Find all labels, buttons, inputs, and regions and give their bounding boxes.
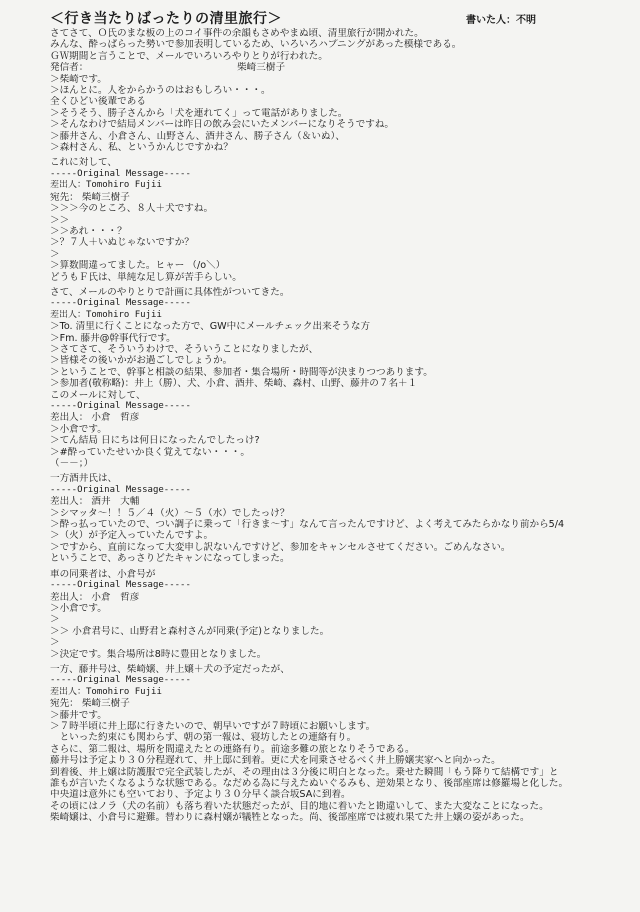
text-line: 柴崎嬢は、小倉号に避難。替わりに森村嬢が犠牲となった。尚、後部座席では疲れ果てた井上嬢の姿があった。	[50, 812, 530, 824]
text-line: ＧＷ期間と言うことで、メールでいろいろやりとりが行われた。	[50, 50, 328, 62]
text-line: -----Original Message-----	[50, 580, 191, 591]
text-line: といった約束にも関わらず、朝の第一報は、寝坊したとの連絡有り。	[50, 732, 357, 744]
text-line: どうもＦ氏は、単純な足し算が苦手らしい。	[50, 271, 242, 283]
text-line: 差出人： 小倉 哲彦	[50, 412, 140, 424]
text-line: これに対して、	[50, 157, 117, 169]
text-line: 差出人：Tomohiro Fujii	[50, 309, 162, 320]
text-line: 到着後、井上嬢は防護服で完全武装したが、その理由は３分後に明白となった。乗せた瞬間「もう降りて結構です」と	[50, 766, 559, 778]
text-line: 車の同乗者は、小倉号が	[50, 568, 156, 580]
text-line: ＞てん結局 日にちは何日になったんでしたっけ?	[50, 435, 260, 447]
text-line: 全くひどい後輩である	[50, 96, 146, 108]
text-line: 差出人：Tomohiro Fujii	[50, 686, 162, 697]
text-line: その頃にはノラ（犬の名前）も落ち着いた状態だったが、目的地に着いたと勘違いして、また大変なことになった。	[50, 800, 549, 812]
text-line: -----Original Message-----	[50, 484, 191, 495]
text-line: ＞柴崎です。	[50, 73, 107, 85]
text-line: -----Original Message-----	[50, 675, 191, 686]
text-line: みんな、酔っぱらった勢いで参加表明しているため、いろいろハプニングがあった模様である。	[50, 39, 462, 51]
text-line: 誰もが言いたくなるような状態である。なだめる為に与えたぬいぐるみも、逆効果となり、後部座席は修羅場と化した。	[50, 778, 569, 789]
text-line: 一方酒井氏は、	[50, 473, 118, 485]
text-line: 差出人： 酒井 大輔	[50, 496, 140, 508]
text-line: 差出人： 小倉 哲彦	[50, 591, 140, 603]
text-line: ＞ということで、幹事と相談の結果、参加者・集合場所・時間等が決まりつつあります。	[50, 366, 433, 378]
text-line: さらに、第二報は、場所を間違えたとの連絡有り。前途多難の旅となりそうである。	[50, 743, 415, 755]
text-line: -----Original Message-----	[50, 401, 191, 411]
text-line: ＞	[50, 248, 60, 260]
text-line: 宛先： 柴崎三樹子	[50, 191, 130, 203]
text-line: このメールに対して、	[50, 389, 146, 401]
text-line: ＞To. 清里に行くことになった方で、GW中にメールチェック出来そうな方	[50, 321, 371, 333]
text-line: ＞＞ 小倉君号に、山野君と森村さんが同乗(予定)となりました。	[50, 625, 330, 637]
text-line: 宛先： 柴崎三樹子	[50, 698, 130, 710]
text-line: 一方、藤井号は、柴崎嬢、井上嬢＋犬の予定だったが、	[50, 663, 290, 675]
text-line: ＞ですから、直前になって大変申し訳ないんですけど、参加をキャンセルさせてください。ごめんなさい。	[50, 541, 511, 553]
text-line: ＞＞	[50, 214, 70, 226]
text-line: ＞そんなわけで結局メンバーは昨日の飲み会にいたメンバーになりそうですね。	[50, 119, 395, 131]
text-line: ＞＞あれ・・・？	[50, 225, 127, 237]
text-line: -----Original Message-----	[50, 298, 191, 309]
text-line: ＞	[50, 637, 60, 649]
text-line: 差出人：Tomohiro Fujii	[50, 180, 162, 191]
text-line: ＞#酔っていたせいか良く覚えてない・・・。	[50, 446, 250, 458]
text-line: -----Original Message-----	[50, 168, 191, 179]
text-line: ＞	[50, 614, 60, 626]
text-line: ＞決定です。集合場所は8時に豊田となりました。	[50, 648, 267, 660]
text-line: ＞さてさて、そういうわけで、そういうことになりましたが、	[50, 343, 319, 355]
text-line: ＞シマッタ～！！５／４（火）～５（水）でしたっけ？	[50, 507, 290, 519]
text-line: ＞算数間違ってました。ヒャー （/o＼）	[50, 260, 226, 272]
text-line: さて、メールのやりとりで計画に具体性がついてきた。	[50, 286, 290, 298]
text-line: ＞そうそう、勝子さんから「犬を連れてく」って電話がありました。	[50, 107, 348, 119]
text-line: ということで、あっさりどたキャンになってしまった。	[50, 553, 290, 565]
text-line: ＞藤井さん、小倉さん、山野さん、酒井さん、勝子さん（＆いぬ）、	[50, 130, 345, 142]
text-line: ＞Fm. 藤井@幹事代行です。	[50, 332, 176, 344]
text-line: さてさて、Ｏ氏のまな板の上のコイ事件の余韻もさめやまぬ頃、清里旅行が開かれた。	[50, 28, 424, 39]
text-line: ＞（火）が予定入っていたんですよ。	[50, 530, 214, 542]
text-line: ＞小倉です。	[50, 602, 107, 614]
text-line: ＞藤井です。	[50, 709, 107, 721]
author-credit: 書いた人：不明	[466, 15, 536, 26]
text-line: 中央道は意外にも空いており、予定より３０分早く談合坂SAに到着。	[50, 789, 351, 801]
text-line: 藤井号は予定より３０分程遅れて、井上邸に到着。更に犬を同乗させるべく井上勝嬢実家へと向かった。	[50, 755, 501, 767]
text-line: ＞ほんとに。人をからかうのはおもしろい・・・。	[50, 85, 271, 97]
text-line: ＞＞＞今のところ、８人＋犬ですね。	[50, 203, 214, 215]
text-line: ＞７時半頃に井上邸に行きたいので、朝早いですが７時頃にお願いします。	[50, 720, 376, 732]
text-line: ＞？７人＋いぬじゃないですか？	[50, 237, 194, 249]
text-line: ＞皆様その後いかがお過ごしでしょうか。	[50, 355, 233, 367]
text-line: ＞酔っ払っていたので、つい調子に乗って「行きま～す」なんて言ったんですけど、よく考えてみたらかなり前から5/4	[50, 519, 565, 531]
text-line: （－－；）	[50, 458, 94, 470]
text-line: 発信者： 柴崎三樹子	[50, 62, 286, 74]
text-line: ＞参加者(敬称略)：井上（勝）、犬、小倉、酒井、柴崎、森村、山野、藤井の７名＋１	[50, 378, 418, 390]
text-line: ＞小倉です。	[50, 423, 107, 435]
header	[50, 8, 628, 28]
document-body	[50, 28, 628, 824]
text-line: ＞森村さん、私、というかんじですかね？	[50, 142, 233, 154]
page-title: ＜行き当たりばったりの清里旅行＞	[50, 11, 282, 27]
